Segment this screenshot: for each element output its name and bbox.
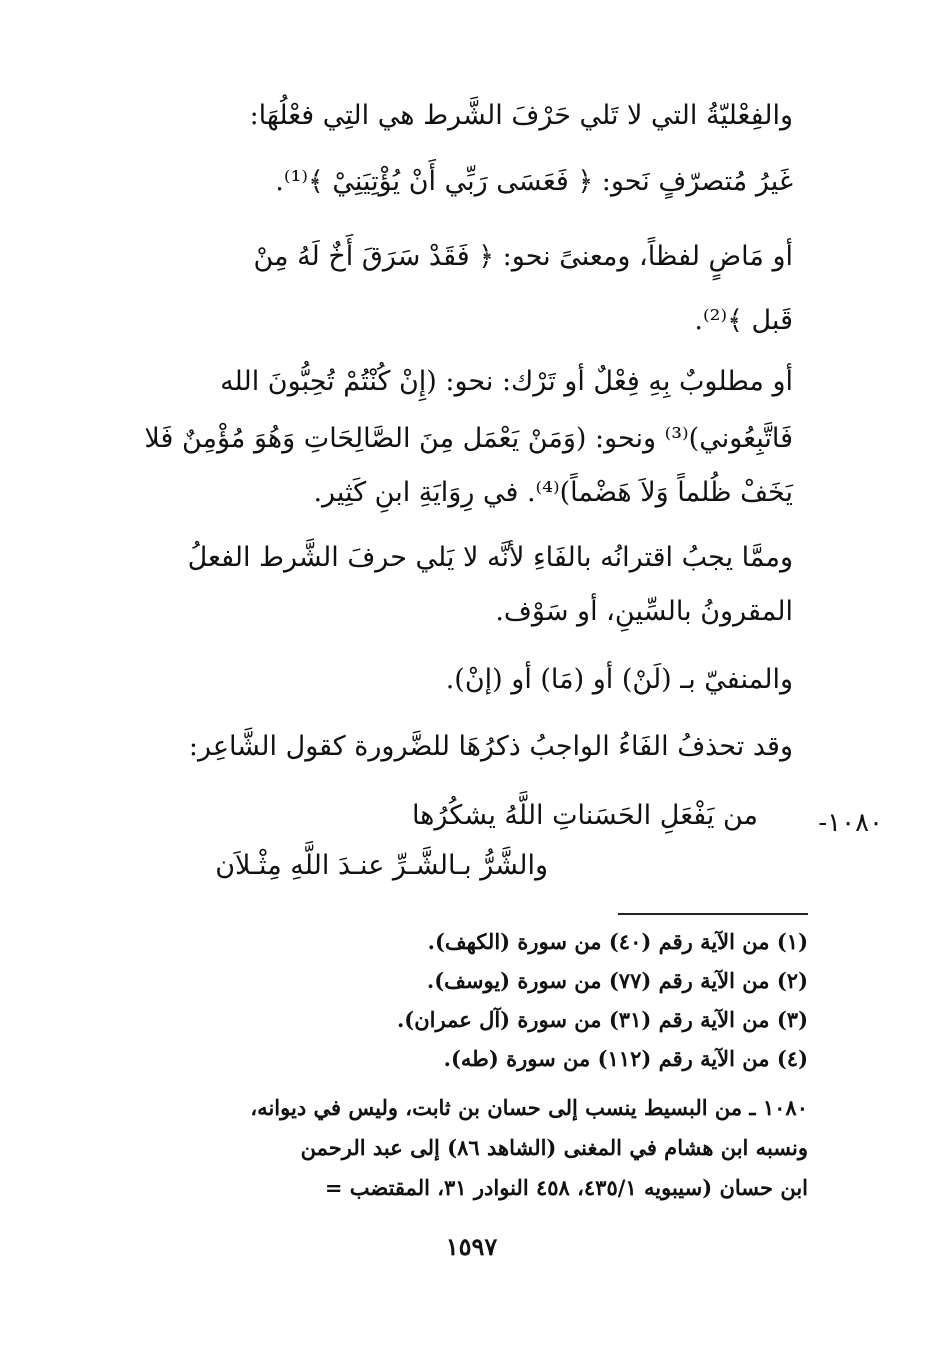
body-line-5: أو مطلوبٌ بِهِ فِعْلٌ أو تَرْك: نحو: (إِنْ كُنْتُمْ تُحِبُّونَ الله bbox=[220, 366, 793, 397]
footnote-verse-line-1: ١٠٨٠ ـ من البسيط ينسب إلى حسان بن ثابت، وليس في ديوانه، bbox=[250, 1095, 808, 1120]
body-line-11: وقد تحذفُ الفَاءُ الواجبُ ذكرُهَا للضَّرورة كقول الشَّاعِر: bbox=[188, 731, 793, 762]
verse-hemistich-2: والشَّرُّ بـالشَّـرِّ عنـدَ اللَّهِ مِثْـلاَن bbox=[215, 850, 548, 881]
body-line-1: والفِعْليّةُ التي لا تَلي حَرْفَ الشَّرط هي التِي فعْلُهَا: bbox=[249, 100, 793, 131]
body-line-6: فَاتَّبِعُوني)⁽³⁾ ونحو: (وَمَنْ يَعْمَل مِنَ الصَّالِحَاتِ وَهُوَ مُؤْمِنٌ فَلا bbox=[144, 423, 793, 454]
body-line-8: وممَّا يجبُ اقترانُه بالفَاءِ لأنَّه لا يَلي حرفَ الشَّرط الفعلُ bbox=[187, 542, 793, 573]
footnote-verse-line-3: ابن حسان (سيبويه ٤٣٥/١، ٤٥٨ النوادر ٣١، المقتضب = bbox=[324, 1175, 808, 1200]
footnote-1: (١) من الآية رقم (٤٠) من سورة (الكهف). bbox=[427, 929, 808, 954]
verse-hemistich-1: من يَفْعَلِ الحَسَناتِ اللَّهُ يشكُرُها bbox=[411, 800, 758, 831]
footnote-verse-line-2: ونسبه ابن هشام في المغنى (الشاهد ٨٦) إلى عبد الرحمن bbox=[300, 1135, 808, 1160]
body-line-7: يَخَفْ ظُلماً وَلاَ هَضْماً)⁽⁴⁾. في رِوَايَةِ ابنِ كَثِير. bbox=[313, 477, 793, 508]
footnote-2: (٢) من الآية رقم (٧٧) من سورة (يوسف). bbox=[426, 968, 808, 993]
page-number: ١٥٩٧ bbox=[445, 1232, 498, 1261]
body-line-2: غَيرُ مُتصرّفٍ نَحو: ﴿ فَعَسَى رَبِّي أَنْ يُؤْتِيَنِيْ ﴾⁽¹⁾. bbox=[275, 166, 793, 197]
footnote-4: (٤) من الآية رقم (١١٢) من سورة (طه). bbox=[443, 1046, 808, 1071]
verse-number: ١٠٨٠- bbox=[818, 808, 883, 838]
body-line-3: أو مَاضٍ لفظاً، ومعنىً نحو: ﴿ فَقَدْ سَرَقَ أَخٌ لَهُ مِنْ bbox=[253, 241, 793, 272]
footnote-3: (٣) من الآية رقم (٣١) من سورة (آل عمران). bbox=[397, 1007, 808, 1032]
body-line-9: المقرونُ بالسِّينِ، أو سَوْف. bbox=[495, 596, 793, 627]
body-line-4: قَبل ﴾⁽²⁾. bbox=[694, 305, 793, 336]
body-line-10: والمنفيّ بـ (لَنْ) أو (مَا) أو (إنْ). bbox=[445, 664, 793, 695]
footnote-divider bbox=[618, 913, 808, 915]
